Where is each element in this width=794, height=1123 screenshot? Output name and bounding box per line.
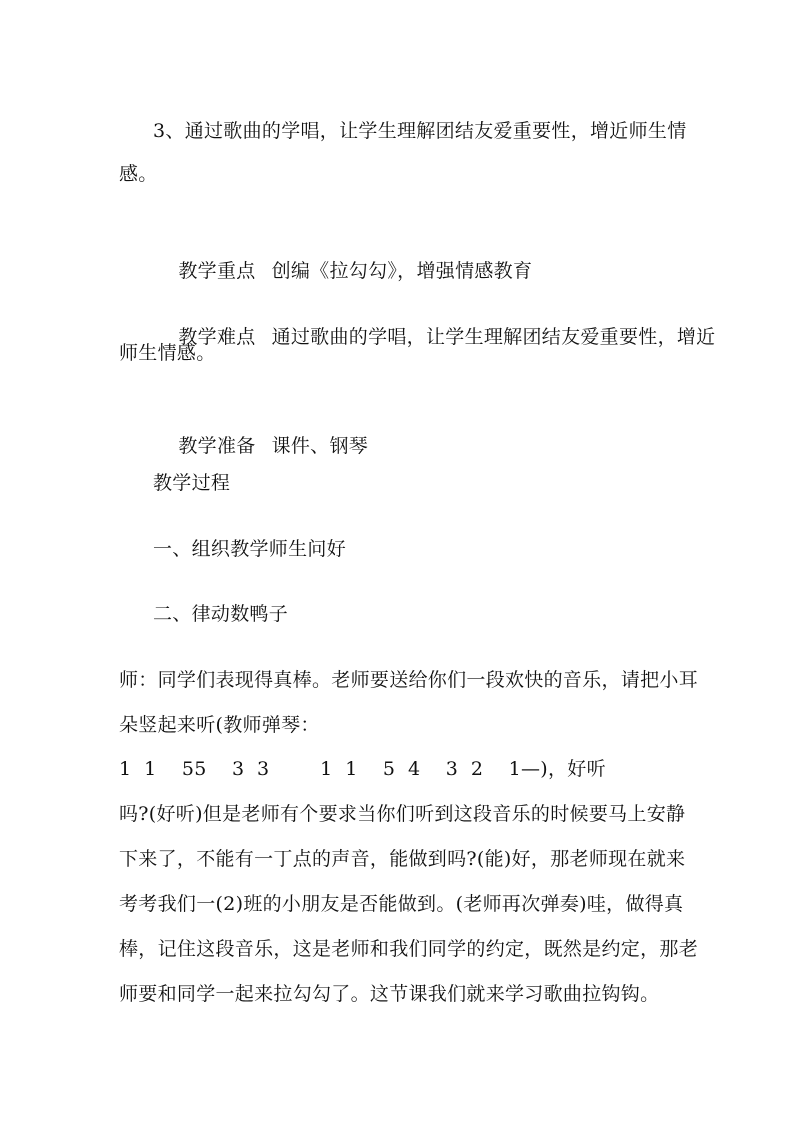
preparation-text: 课件、钢琴 xyxy=(271,435,369,457)
difficulty-text-1: 通过歌曲的学唱，让学生理解团结友爱重要性，增近 xyxy=(271,326,716,348)
teacher-line-6: 考考我们一(2)班的小朋友是否能做到。(老师再次弹奏)哇，做得真 xyxy=(119,893,684,915)
objective-3-line-2: 感。 xyxy=(119,163,158,185)
process-heading: 教学过程 xyxy=(153,472,231,494)
teacher-line-4: 吗?(好听)但是老师有个要求当你们听到这段音乐的时候要马上安静 xyxy=(119,803,686,825)
music-notation-line: 1 1 55 3 3 1 1 5 4 3 2 1—)，好听 xyxy=(119,758,606,780)
teacher-line-2: 朵竖起来听(教师弹琴： xyxy=(119,714,320,736)
difficulty-paragraph-line-2: 师生情感。 xyxy=(119,342,216,364)
step-1-heading: 一、组织教学师生问好 xyxy=(153,538,347,560)
objective-3-line-1: 3、通过歌曲的学唱，让学生理解团结友爱重要性，增近师生情 xyxy=(153,120,687,142)
step-2-heading: 二、律动数鸭子 xyxy=(153,603,289,625)
teacher-line-5: 下来了，不能有一丁点的声音，能做到吗?(能)好，那老师现在就来 xyxy=(119,848,686,870)
key-point-text: 创编《拉勾勾》，增强情感教育 xyxy=(271,260,533,282)
teacher-line-8: 师要和同学一起来拉勾勾了。这节课我们就来学习歌曲拉钩钩。 xyxy=(119,983,660,1005)
difficulty-paragraph-line-1 xyxy=(153,295,715,379)
key-point-label: 教学重点 xyxy=(178,260,256,282)
preparation-label: 教学准备 xyxy=(178,435,256,457)
difficulty-label: 教学难点 xyxy=(178,326,256,348)
teacher-line-7: 棒，记住这段音乐，这是老师和我们同学的约定，既然是约定，那老 xyxy=(119,938,699,960)
teacher-line-1: 师：同学们表现得真棒。老师要送给你们一段欢快的音乐，请把小耳 xyxy=(119,669,699,691)
